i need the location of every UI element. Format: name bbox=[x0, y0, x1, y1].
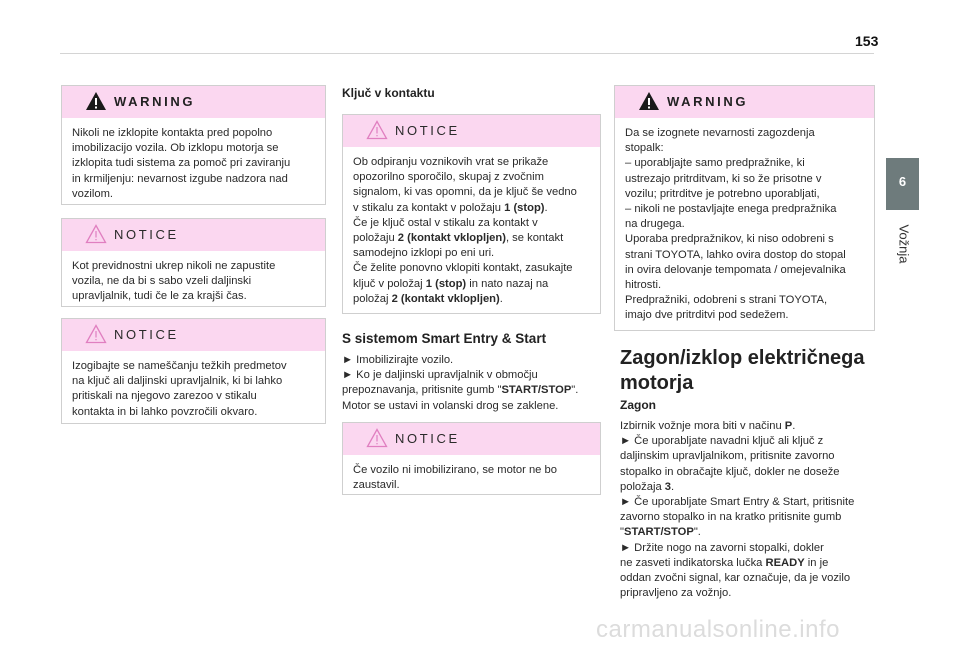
text-line: opozorilno sporočilo, skupaj z zvočnim bbox=[353, 171, 544, 184]
text-run: . bbox=[792, 420, 796, 432]
smart-entry-text bbox=[342, 353, 578, 414]
text-line: vozila, ne da bi s sabo vzeli daljinski bbox=[72, 275, 252, 288]
notice-title: NOTICE bbox=[114, 327, 179, 342]
text-line: hitrosti. bbox=[625, 279, 662, 292]
text-line: na ključ ali daljinski upravljalnik, ki bi lahko bbox=[72, 375, 283, 388]
bold-run: 1 (stop) bbox=[425, 277, 467, 290]
text-line: imajo dve pritrditvi pod sedežem. bbox=[625, 309, 789, 322]
text-line: – nikoli ne postavljajte enega predpražnika bbox=[625, 203, 837, 216]
bold-run: START/STOP bbox=[501, 384, 572, 397]
text-line: signalom, ki vas opomni, da je ključ še vedno bbox=[353, 186, 577, 199]
text-line: vozilu; pritrditve je potrebno uporabljati, bbox=[625, 187, 820, 200]
text-line: Izogibajte se nameščanju težkih predmetov bbox=[72, 360, 287, 372]
bold-run: 2 (kontakt vklopljen) bbox=[397, 232, 506, 245]
text-run: položaju bbox=[353, 232, 398, 245]
text-line: strani TOYOTA, lahko ovira dostop do stopal bbox=[625, 248, 846, 261]
notice-header bbox=[343, 115, 600, 147]
zagon-text bbox=[620, 419, 854, 601]
notice-box-key-in-ignition bbox=[342, 114, 601, 314]
text-line: Da se izognete nevarnosti zagozdenja bbox=[625, 127, 815, 139]
text-run: ne zasveti indikatorska lučka bbox=[620, 556, 766, 569]
sub-heading-zagon: Zagon bbox=[620, 398, 656, 412]
notice-triangle-icon bbox=[366, 428, 388, 448]
text-line: stopalk: bbox=[625, 142, 664, 155]
text-line: in krmiljenju: nevarnost izgube nadzora nad bbox=[72, 172, 288, 185]
notice-text bbox=[343, 147, 600, 307]
warning-header bbox=[62, 86, 325, 118]
text-run: . bbox=[671, 480, 675, 493]
text-line: oddan zvočni signal, kar označuje, da je vozilo bbox=[620, 572, 851, 585]
warning-title: WARNING bbox=[114, 94, 196, 109]
text-run: , se kontakt bbox=[505, 232, 564, 245]
notice-box-remote bbox=[61, 218, 326, 307]
text-run: . bbox=[499, 292, 503, 305]
text-line: vozilom. bbox=[72, 187, 114, 200]
text-line bbox=[620, 525, 854, 540]
notice-triangle-icon bbox=[85, 224, 107, 244]
notice-text bbox=[343, 455, 600, 493]
text-line: Motor se ustavi in volanski drog se zaklene. bbox=[342, 399, 559, 412]
section-heading-smart-entry: S sistemom Smart Entry & Start bbox=[342, 331, 547, 346]
warning-text bbox=[62, 118, 325, 202]
text-line: imobilizacijo vozila. Ob izklopu motorja se bbox=[72, 142, 279, 155]
text-line bbox=[353, 277, 590, 292]
text-line: upravljalnik, tudi če le za krajši čas. bbox=[72, 290, 247, 303]
notice-header bbox=[62, 319, 325, 351]
text-line: Če je ključ ostal v stikalu za kontakt v bbox=[353, 216, 538, 229]
text-run: v stikalu za kontakt v položaju bbox=[353, 201, 505, 214]
warning-title: WARNING bbox=[667, 94, 749, 109]
text-line bbox=[620, 556, 854, 571]
text-line: – uporabljajte samo predpražnike, ki bbox=[625, 157, 805, 170]
notice-triangle-icon bbox=[85, 324, 107, 344]
text-line: pripravljeno za vožnjo. bbox=[620, 587, 732, 600]
text-line bbox=[353, 292, 590, 307]
text-line: Če vozilo ni imobilizirano, se motor ne bo bbox=[353, 464, 557, 476]
chapter-number: 6 bbox=[898, 174, 907, 189]
bold-run: START/STOP bbox=[623, 526, 694, 539]
text-line: izklopita tudi sistema za pomoč pri zaviranju bbox=[72, 157, 291, 170]
section-heading-key: Ključ v kontaktu bbox=[342, 86, 435, 100]
text-line: Uporaba predpražnikov, ki niso odobreni s bbox=[625, 233, 834, 246]
page-number: 153 bbox=[855, 33, 879, 49]
notice-triangle-icon bbox=[366, 120, 388, 140]
text-run: ključ v položaj bbox=[353, 277, 426, 290]
text-run: " bbox=[620, 526, 624, 539]
text-line: Ob odpiranju voznikovih vrat se prikaže bbox=[353, 156, 549, 168]
text-run: položaj bbox=[353, 292, 392, 305]
text-line bbox=[620, 419, 854, 434]
notice-text bbox=[62, 351, 325, 420]
text-line: kontakta in bi lahko povzročili okvaro. bbox=[72, 405, 258, 418]
text-line: zavorno stopalko in na kratko pritisnite gumb bbox=[620, 511, 842, 524]
bold-run: READY bbox=[765, 556, 805, 569]
warning-triangle-icon bbox=[85, 91, 107, 111]
text-line: na drugega. bbox=[625, 218, 685, 231]
text-line bbox=[342, 383, 578, 398]
heading-line: motorja bbox=[620, 372, 694, 394]
chapter-tab[interactable] bbox=[886, 158, 919, 210]
text-line: Kot previdnostni ukrep nikoli ne zapustite bbox=[72, 260, 276, 272]
text-line bbox=[353, 231, 590, 246]
heading-line: Zagon/izklop električnega bbox=[620, 347, 865, 369]
text-line: Če želite ponovno vklopiti kontakt, zasukajte bbox=[353, 262, 573, 275]
text-line: stopalko in obračajte ključ, dokler ne doseže bbox=[620, 465, 840, 478]
notice-header bbox=[343, 423, 600, 455]
warning-triangle-icon bbox=[638, 91, 660, 111]
bold-run: 2 (kontakt vklopljen) bbox=[391, 292, 500, 305]
text-run: Izbirnik vožnje mora biti v načinu bbox=[620, 420, 785, 432]
text-line: zaustavil. bbox=[353, 479, 400, 492]
text-line: ► Ko je daljinski upravljalnik v območju bbox=[342, 369, 538, 382]
text-line bbox=[353, 201, 590, 216]
section-heading-start-stop bbox=[620, 346, 865, 396]
notice-text bbox=[62, 251, 325, 305]
notice-box-not-immobilized bbox=[342, 422, 601, 495]
notice-title: NOTICE bbox=[395, 431, 460, 446]
text-line: samodejno izklopi po eni uri. bbox=[353, 247, 495, 260]
text-run: in je bbox=[804, 556, 829, 569]
chapter-label: Vožnja bbox=[896, 224, 912, 264]
text-run: in nato nazaj na bbox=[466, 277, 549, 290]
text-line: ustrezajo pritrditvam, ki so že prisotne v bbox=[625, 172, 822, 185]
notice-box-heavy-objects bbox=[61, 318, 326, 424]
notice-header bbox=[62, 219, 325, 251]
chapter-label-wrap bbox=[884, 214, 924, 274]
text-line: daljinskim upravljalnikom, pritisnite zavorno bbox=[620, 450, 835, 463]
text-run: ". bbox=[571, 384, 579, 397]
warning-box-floor-mats bbox=[614, 85, 875, 331]
text-line: ► Če uporabljate Smart Entry & Start, pritisnite bbox=[620, 496, 855, 509]
top-divider bbox=[60, 53, 874, 54]
warning-box-ignition bbox=[61, 85, 326, 205]
text-line bbox=[620, 480, 854, 495]
notice-title: NOTICE bbox=[395, 123, 460, 138]
text-line: ► Če uporabljate navadni ključ ali ključ z bbox=[620, 435, 824, 448]
bold-run: 3 bbox=[664, 480, 672, 493]
text-line: pritiskali na njegovo zarezoo v stikalu bbox=[72, 390, 257, 403]
warning-text bbox=[615, 118, 874, 324]
text-run: . bbox=[544, 201, 548, 214]
warning-header bbox=[615, 86, 874, 118]
text-line: ► Držite nogo na zavorni stopalki, dokler bbox=[620, 541, 824, 554]
text-line: in ovira delovanje tempomata / omejevalnika bbox=[625, 263, 846, 276]
watermark: carmanualsonline.info bbox=[596, 616, 840, 643]
text-run: ". bbox=[693, 526, 701, 539]
text-line: Predpražniki, odobreni s strani TOYOTA, bbox=[625, 294, 828, 307]
text-run: položaja bbox=[620, 480, 665, 493]
text-line: Nikoli ne izklopite kontakta pred popolno bbox=[72, 127, 273, 139]
text-line: ► Imobilizirajte vozilo. bbox=[342, 354, 454, 366]
text-run: prepoznavanja, pritisnite gumb " bbox=[342, 384, 502, 397]
notice-title: NOTICE bbox=[114, 227, 179, 242]
bold-run: P bbox=[784, 420, 793, 432]
bold-run: 1 (stop) bbox=[504, 201, 545, 214]
